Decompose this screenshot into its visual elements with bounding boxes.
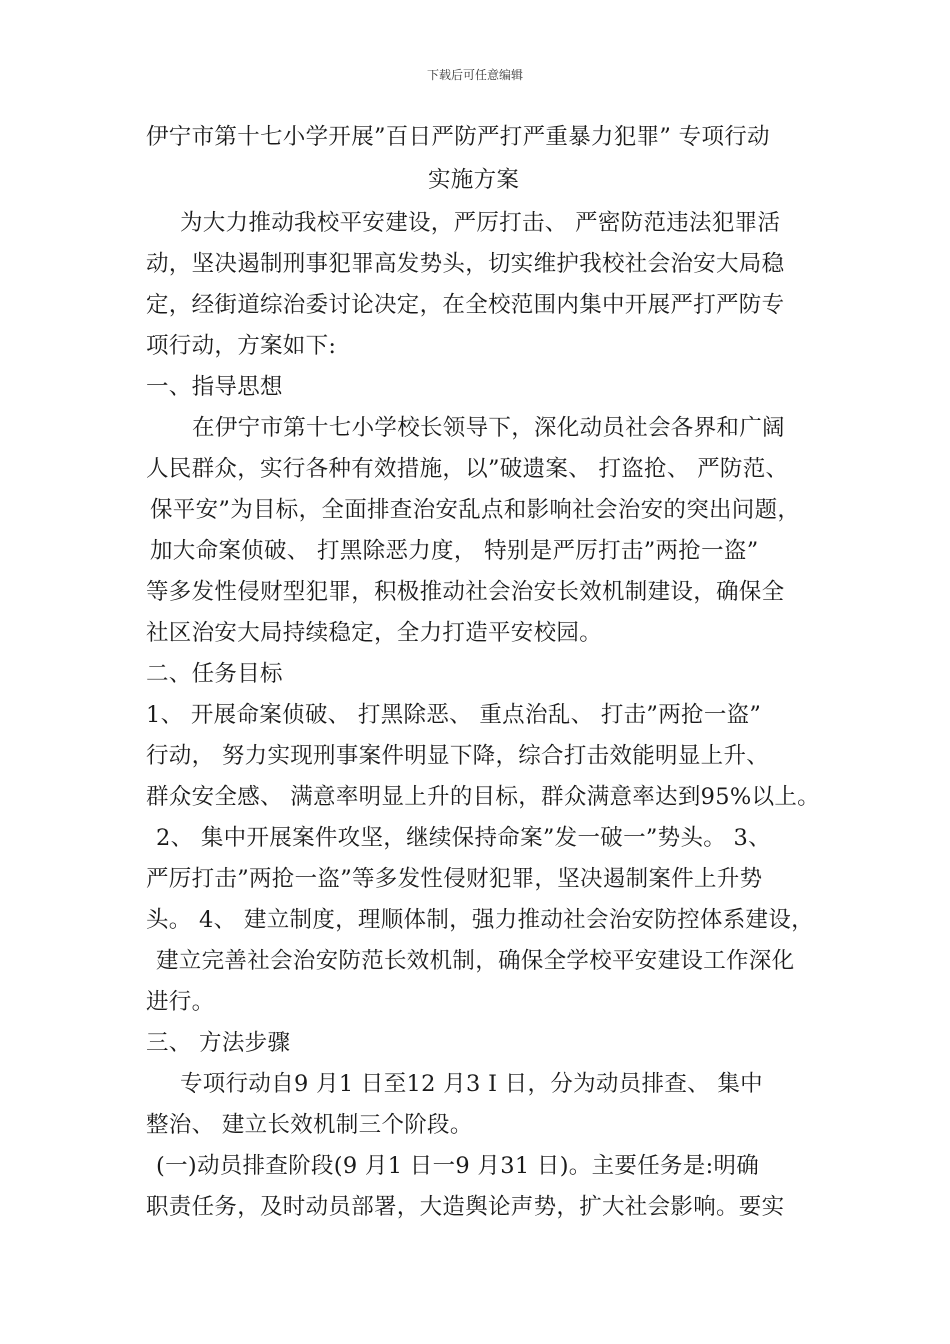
paragraph-line: 行动， 努力实现刑事案件明显下降，综合打击效能明显上升、 — [146, 743, 770, 769]
paragraph-line: 严厉打击”两抢一盗”等多发性侵财犯罪，坚决遏制案件上升势 — [146, 866, 763, 892]
page-header-note: 下载后可任意编辑 — [426, 68, 523, 82]
paragraph-line: 职责任务，及时动员部署，大造舆论声势，扩大社会影响。要实 — [146, 1194, 785, 1220]
paragraph-line: 定，经街道综治委讨论决定，在全校范围内集中开展严打严防专 — [146, 292, 785, 318]
paragraph-line: 加大命案侦破、 打黑除恶力度， 特别是严厉打击”两抢一盗” — [150, 538, 759, 564]
paragraph-line: 为大力推动我校平安建设，严厉打击、 严密防范违法犯罪活 — [180, 210, 781, 236]
paragraph-line: 1、 开展命案侦破、 打黑除恶、 重点治乱、 打击”两抢一盗” — [146, 702, 762, 728]
section-heading: 三、 方法步骤 — [146, 1030, 291, 1056]
paragraph-line: 进行。 — [146, 989, 215, 1015]
paragraph-line: 2、 集中开展案件攻坚，继续保持命案”发一破一”势头。 3、 — [156, 825, 771, 851]
section-heading: 一、指导思想 — [146, 374, 283, 400]
paragraph-line: 保平安”为目标，全面排查治安乱点和影响社会治安的突出问题， — [150, 497, 801, 523]
paragraph-line: 等多发性侵财型犯罪，积极推动社会治安长效机制建设，确保全 — [146, 579, 785, 605]
doc-title-line2: 实施方案 — [428, 167, 520, 193]
paragraph-line: 动，坚决遏制刑事犯罪高发势头，切实维护我校社会治安大局稳 — [146, 251, 785, 277]
paragraph-line: 人民群众，实行各种有效措施，以”破遗案、 打盗抢、 严防范、 — [146, 456, 789, 482]
doc-title-line1: 伊宁市第十七小学开展”百日严防严打严重暴力犯罪” 专项行动 — [146, 124, 770, 150]
paragraph-line: 项行动，方案如下: — [146, 333, 337, 359]
paragraph-line: 在伊宁市第十七小学校长领导下，深化动员社会各界和广阔 — [192, 415, 785, 441]
paragraph-line: 整治、 建立长效机制三个阶段。 — [146, 1112, 473, 1138]
paragraph-line: 专项行动自9 月1 日至12 月3 I 日，分为动员排查、 集中 — [180, 1071, 763, 1097]
section-heading: 二、任务目标 — [146, 661, 283, 687]
paragraph-line: 建立完善社会治安防范长效机制，确保全学校平安建设工作深化 — [156, 948, 795, 974]
paragraph-line: 头。 4、 建立制度，理顺体制，强力推动社会治安防控体系建设， — [146, 907, 814, 933]
paragraph-line: 群众安全感、 满意率明显上升的目标，群众满意率达到95%以上。 — [146, 784, 820, 810]
paragraph-line: 社区治安大局持续稳定，全力打造平安校园。 — [146, 620, 603, 646]
paragraph-line: (一)动员排查阶段(9 月1 日一9 月31 日)。主要任务是:明确 — [156, 1153, 760, 1179]
